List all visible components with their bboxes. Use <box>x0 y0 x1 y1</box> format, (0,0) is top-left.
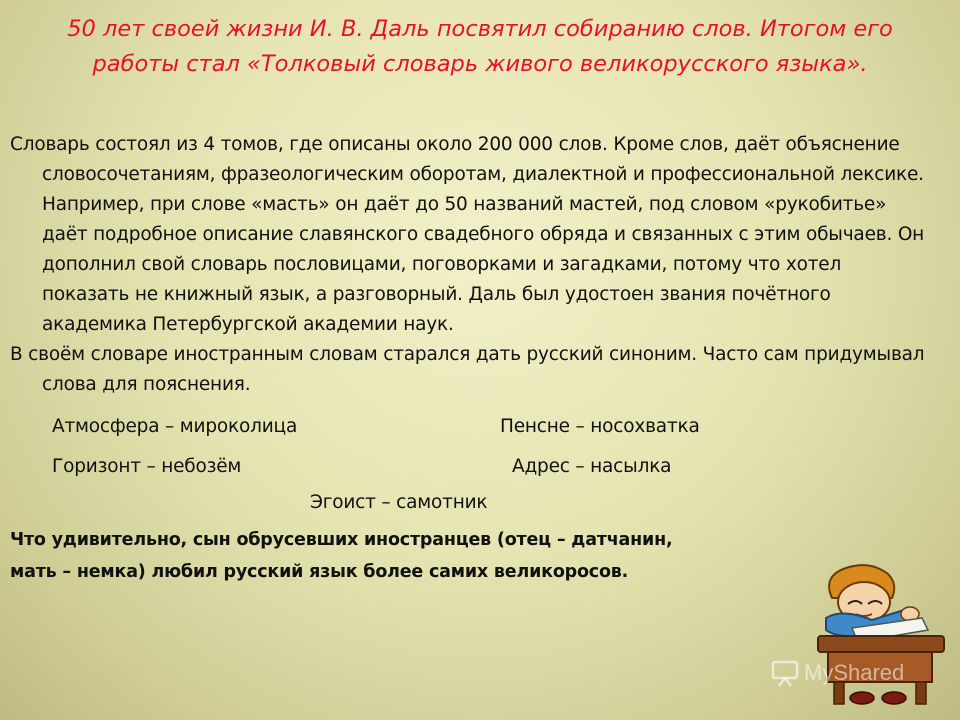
word-pairs <box>10 404 930 488</box>
word-pair-horizon: Горизонт – небозём <box>52 456 242 477</box>
word-pair-egoist: Эгоист – самотник <box>310 492 488 513</box>
bold-line-2: мать – немка) любил русский язык более самих великоросов. <box>10 562 629 582</box>
bold-line-1: Что удивительно, сын обрусевших иностранцев (отец – датчанин, <box>10 530 673 550</box>
word-pair-address: Адрес – насылка <box>512 456 672 477</box>
watermark-text: MyShared <box>804 660 905 685</box>
slide-title: 50 лет своей жизни И. В. Даль посвятил собиранию слов. Итогом его работы стал «Толковый словарь живого великорусского языка». <box>67 16 893 77</box>
word-pair-atmosphere: Атмосфера – мироколица <box>52 416 298 437</box>
paragraph-foreign-words: В своём словаре иностранным словам старался дать русский синоним. Часто сам придумывал слова для пояснения. <box>10 344 925 395</box>
presentation-board-icon <box>770 659 800 687</box>
paragraph-dictionary-description: Словарь состоял из 4 томов, где описаны около 200 000 слов. Кроме слов, даёт объяснение словосочетаниям, фразеологическим оборотам, диалектной и профессиональной лексике. Например, при слове «масть» он даёт до 50 названий мастей, под словом «рукобитье» даёт подробное описание славянского свадебного обряда и связанных с этим обычаев. Он дополнил свой словарь пословицами, поговорками и загадками, потому что хотел показать не книжный язык, а разговорный. Даль был удостоен звания почётного академика Петербургской академии наук. <box>10 134 925 335</box>
slide-body <box>10 130 930 592</box>
word-pair-pince-nez: Пенсне – носохватка <box>500 416 700 437</box>
watermark <box>770 656 904 690</box>
